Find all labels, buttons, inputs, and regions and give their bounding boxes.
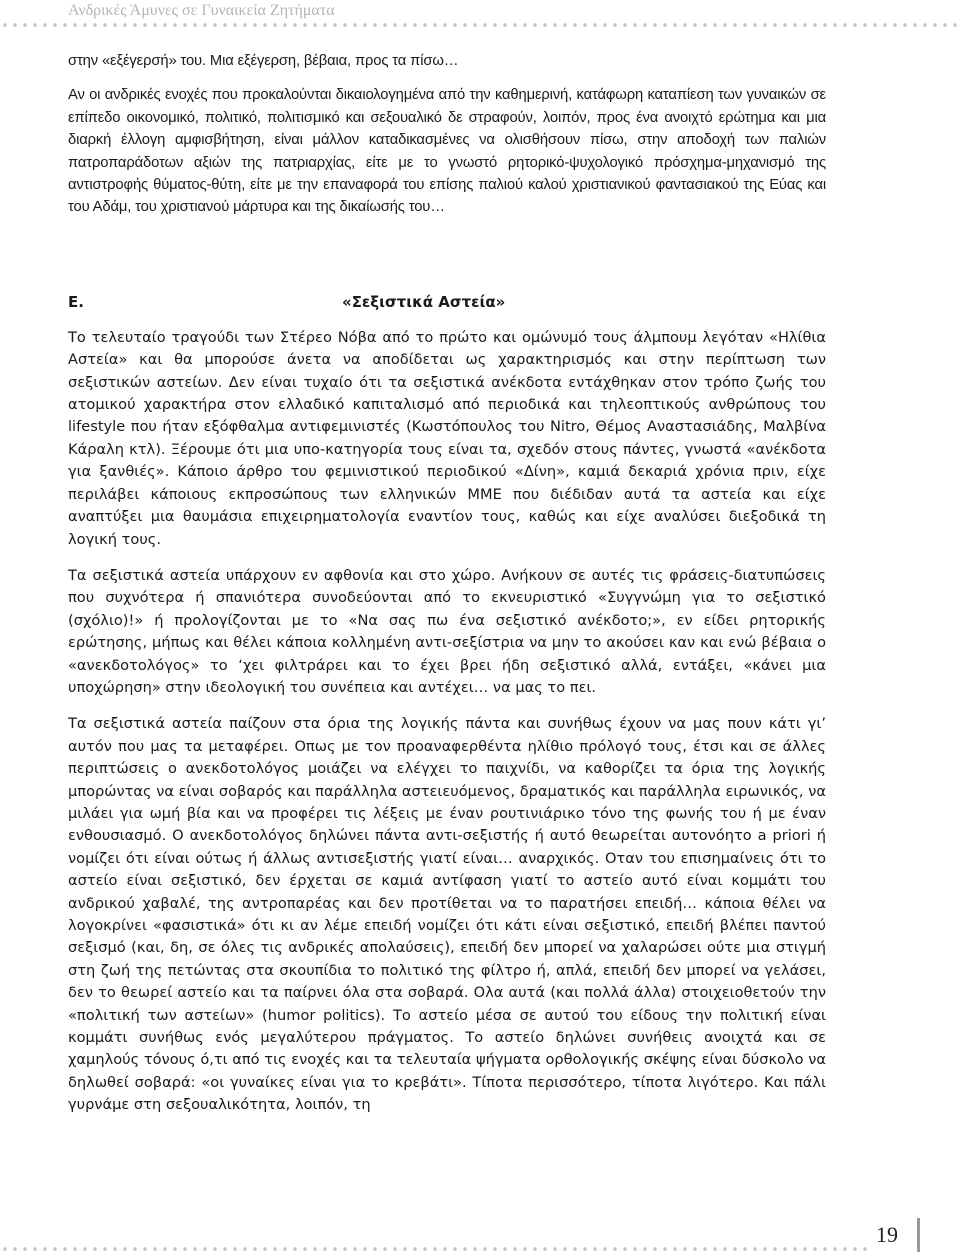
section-paragraph-3: Τα σεξιστικά αστεία παίζουν στα όρια της λογικής πάντα και συνήθως έχουν να μας πουν κάτι γι’ αυτόν που μας τα μεταφέρει. Οπως με τον προαναφερθέντα ηλίθιο πρόλογό τους, έτσι και σε άλλες περιπτώσεις ο ανεκδοτολόγος μοιάζει να ελέγχει το παιχνίδι, να καθορίζει τα όρια της λογικής μπορώντας να είναι σοβαρός και παράλληλα αστειευόμενος, δραματικός και παράλληλα ειρωνικός, να μιλάει για ωμή βία και να προφέρει τις λέξεις με έναν ρουτινιάρικο τόνο της φωνής του ή με έναν ενθουσιασμό. Ο ανεκδοτολόγος δηλώνει πάντα αντι-σεξιστής ή αυτό θεωρείται αυτονόητο a priori ή νομίζει ότι είναι ούτως ή άλλως αντισεξιστής γιατί είναι… αναρχικός. Οταν του επισημαίνεις ότι το αστείο είναι σεξιστικό, δεν έρχεται σε καμιά αντίφαση γιατί το αστείο αυτό είναι κομμάτι του ανδρικού χαβαλέ, της αντροπαρέας και δεν προτίθεται να το παρατήσει επειδή… κάποια θέλει να λογοκρίνει «φασιστικά» ότι κι αν λέμε επειδή νομίζει ότι κάτι είναι σεξιστικό, επειδή βλέπει παντού σεξισμό (και, δη, σε όλες τις ανδρικές απολαύσεις), επειδή δεν μπορεί να χαλαρώσει ούτε μια στιγμή στη ζωή της πετώντας στα σκουπίδια το πολιτικό της φίλτρο ή, απλά, επειδή δεν μπορεί να γελάσει, δεν το θεωρεί αστείο και τα παίρνει όλα στα σοβαρά. Ολα αυτά (και πολλά άλλα) στοιχειοθετούν την «πολιτική των αστείων» (humor politics). Το αστείο μέσα σε αυτού του είδους την πολιτική είναι κομμάτι συνήθως ενός μεγαλύτερου πράγματος. Το αστείο δηλώνει συνήθεις ανοιχτά και σε χαμηλούς τόνους ό,τι από τις ενοχές και τα τελευταία ψήγματα ορθολογικής σκέψης είναι δύσκολο να δηλωθεί σοβαρά: «οι γυναίκες είναι για το κρεβάτι». Τίποτα περισσότερο, τίποτα λιγότερο. Και πάλι γυρνάμε στη σεξουαλικότητα, λοιπόν, τη bbox=[68, 715, 826, 1114]
intro-line: στην «εξέγερσή» του. Μια εξέγερση, βέβαια, προς τα πίσω… bbox=[68, 53, 459, 69]
section-letter: Ε. bbox=[68, 292, 84, 311]
page-number: 19 bbox=[872, 1222, 902, 1248]
section-paragraph-2: Τα σεξιστικά αστεία υπάρχουν εν αφθονία και στο χώρο. Ανήκουν σε αυτές τις φράσεις-διατυπώσεις που συχνότερα ή σπανιότερα συνοδεύονται από το εκνευριστικό «Συγγνώμη για το σεξιστικό (σχόλιο)!» ή προλογίζονται με το «Να σας πω ένα σεξιστικό ανέκδοτο;», εν είδει ρητορικής ερώτησης, μήπως και θέλει κάποια κολλημένη αντι-σεξίστρια να μην το ακούσει καν και ενώ βέβαια ο «ανεκδοτολόγος» το ‘χει φιλτράρει και το έχει βρει ήδη σεξιστικό αλλά, εντάξει, «κάνει μια υποχώρηση» στην ιδεολογική του συνέπεια και αντέχει… να μας το πει. bbox=[68, 566, 826, 696]
page-content bbox=[68, 50, 826, 1117]
page-number-bar bbox=[917, 1218, 920, 1252]
intro-paragraph: Αν οι ανδρικές ενοχές που προκαλούνται δικαιολογημένα από την καθημερινή, κατάφωρη καταπίεση των γυναικών σε επίπεδο οικονομικό, πολιτικό, πολιτισμικό και σεξουαλικό δε στραφούν, λοιπόν, προς ένα ανοιχτό ερώτημα και μια διαρκή έλλογη αμφισβήτηση, είναι μάλλον καταδικασμένες να ολισθήσουν πίσω, στην αποδοχή των παλιών πατροπαράδοτων αξιών της πατριαρχίας, είτε με το γνωστό ρητορικό-ψυχολογικό πρόσχημα-μηχανισμό της αντιστροφής θύματος-θύτη, είτε με την επαναφορά του επίσης παλιού καλού χριστιανικού φαντασιακού της Εύας και του Αδάμ, του χριστιανού μάρτυρα και της δικαίωσής του… bbox=[68, 87, 826, 216]
header-title: Ανδρικές Άμυνες σε Γυναικεία Ζητήματα bbox=[68, 2, 335, 19]
section-title: «Σεξιστικά Αστεία» bbox=[342, 292, 506, 311]
section-heading bbox=[68, 293, 826, 311]
section-paragraph-1: Το τελευταίο τραγούδι των Στέρεο Νόβα από το πρώτο και ομώνυμό τους άλμπουμ λεγόταν «Ηλίθια Αστεία» και θα μπορούσε άνετα να αποδίδεται ως χαρακτηρισμός και στην περίπτωση των σεξιστικών αστείων. Δεν είναι τυχαίο ότι τα σεξιστικά ανέκδοτα εντάχθηκαν στον τρόπο ζωής του ατομικού χαρακτήρα στον ελλαδικό καπιταλισμό από περιοδικά και τηλεοπτικούς ανθρώπους του lifestyle που ήταν εξόφθαλμα αντιφεμινιστές (Κωστόπουλος του Nitro, Θέμος Αναστασιάδης, Μαλβίνα Κάραλη κτλ). Ξέρουμε ότι μια υπο-κατηγορία τους είναι τα, σχεδόν στους πάντες, γνωστά «ανέκδοτα για ξανθιές». Κάποιο άρθρο του φεμινιστικού περιοδικού «Δίνη», καμιά δεκαριά χρόνια πριν, είχε περιλάβει κάποιους εκπροσώπους των ελληνικών ΜΜΕ που διέδιδαν αυτά τα αστεία και είχε αναπτύξει μια θαυμάσια επιχειρηματολογία εναντίον τους, καθώς και είχε αναλύσει διεξοδικά τη λογική τους. bbox=[68, 328, 826, 548]
header-dotted-rule bbox=[0, 22, 960, 28]
footer-dotted-rule bbox=[0, 1246, 870, 1252]
